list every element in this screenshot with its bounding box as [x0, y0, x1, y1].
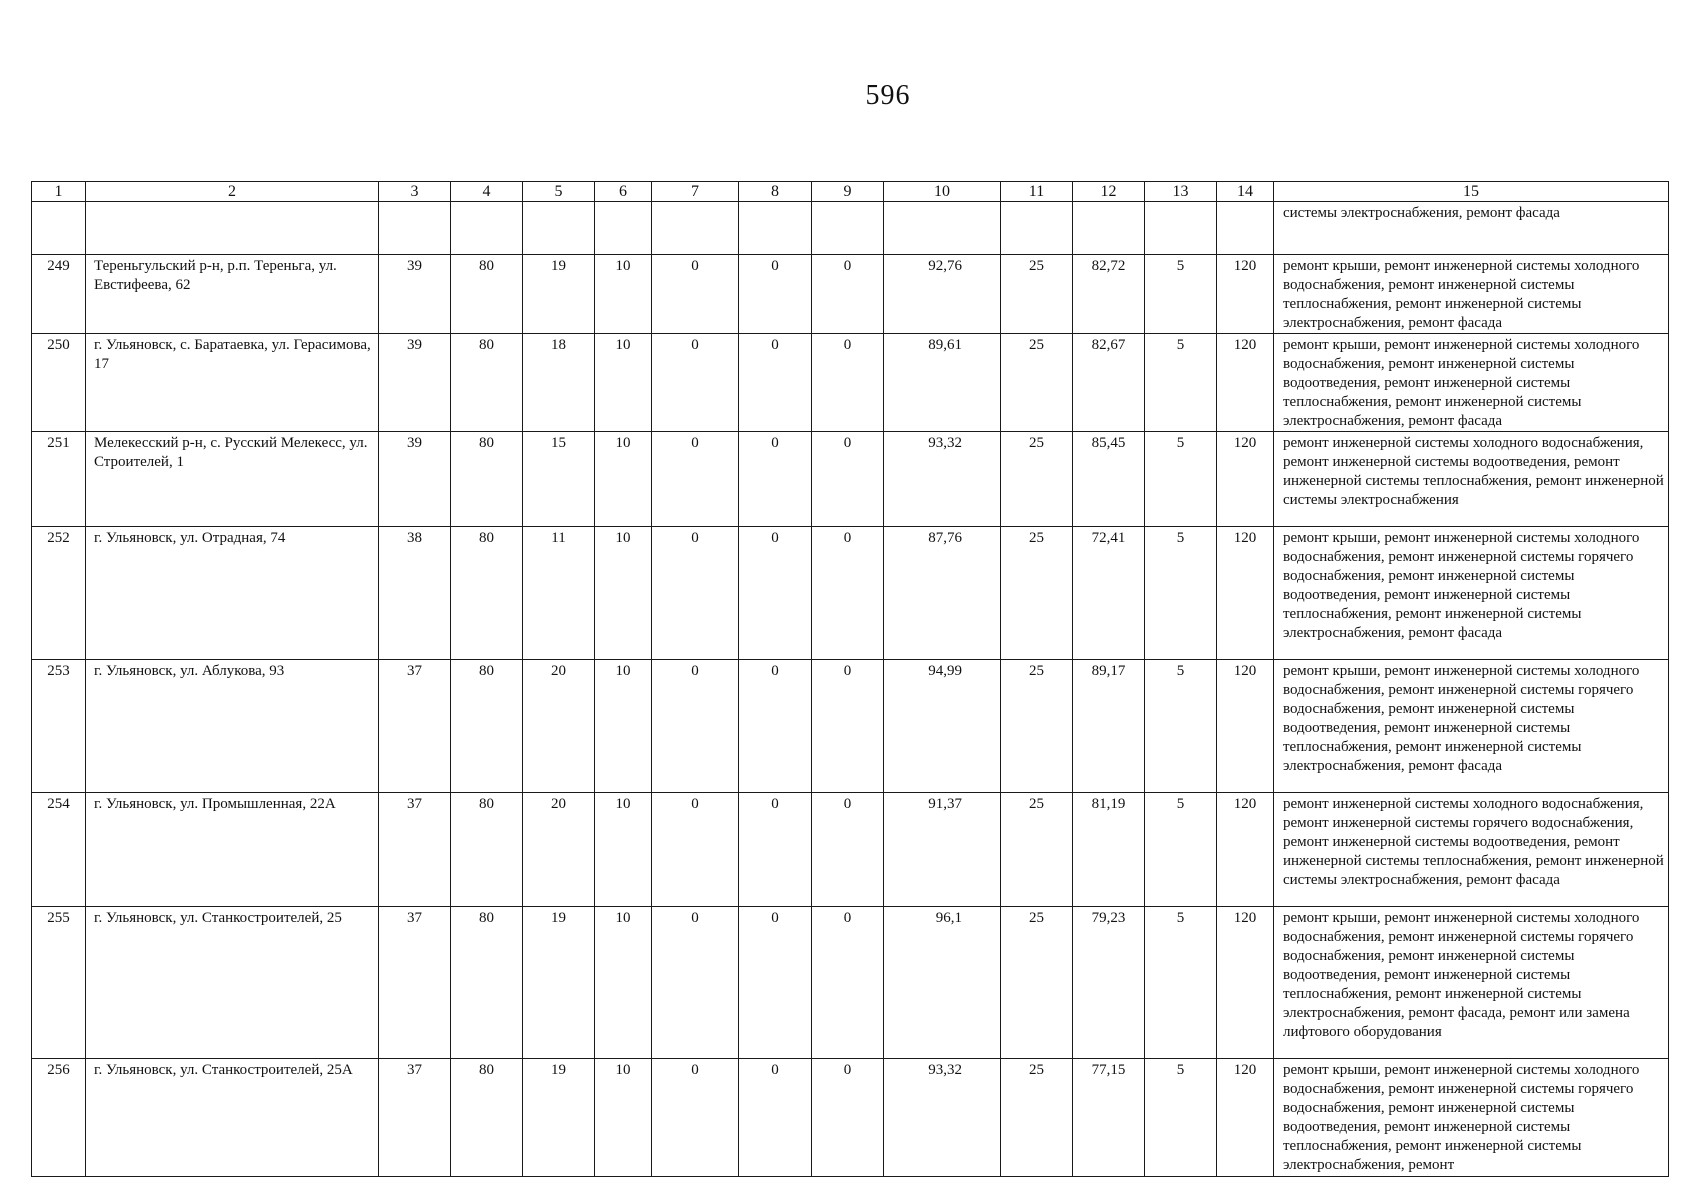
works-cell: ремонт инженерной системы холодного водоснабжения, ремонт инженерной системы водоотведения, ремонт инженерной системы теплоснабжения, ремонт инженерной системы электроснабжения: [1274, 432, 1669, 527]
value-cell: 80: [451, 334, 523, 432]
column-header: 10: [884, 182, 1001, 202]
value-cell: 93,32: [884, 432, 1001, 527]
row-number: 254: [32, 793, 86, 907]
table-row: [32, 907, 1669, 1059]
value-cell: 0: [739, 660, 812, 793]
works-cell: ремонт крыши, ремонт инженерной системы холодного водоснабжения, ремонт инженерной системы горячего водоснабжения, ремонт инженерной системы водоотведения, ремонт инженерной системы теплоснабжения, ремонт инженерной системы электроснабжения, ремонт фасада: [1274, 527, 1669, 660]
value-cell: 37: [379, 907, 451, 1059]
value-cell: 120: [1217, 907, 1274, 1059]
address-cell: г. Ульяновск, ул. Станкостроителей, 25: [86, 907, 379, 1059]
value-cell: 10: [595, 527, 652, 660]
value-cell: 0: [739, 255, 812, 334]
value-cell: 25: [1001, 793, 1073, 907]
value-cell: 85,45: [1073, 432, 1145, 527]
address-cell: г. Ульяновск, ул. Аблукова, 93: [86, 660, 379, 793]
value-cell: 15: [523, 432, 595, 527]
column-header: 9: [812, 182, 884, 202]
value-cell: 77,15: [1073, 1059, 1145, 1177]
value-cell: 80: [451, 907, 523, 1059]
value-cell: 10: [595, 793, 652, 907]
value-cell: 80: [451, 527, 523, 660]
value-cell: 37: [379, 1059, 451, 1177]
value-cell: 0: [652, 907, 739, 1059]
value-cell: 39: [379, 432, 451, 527]
works-cell: ремонт крыши, ремонт инженерной системы холодного водоснабжения, ремонт инженерной системы водоотведения, ремонт инженерной системы теплоснабжения, ремонт инженерной системы электроснабжения, ремонт фасада: [1274, 334, 1669, 432]
value-cell: 120: [1217, 1059, 1274, 1177]
works-cell: системы электроснабжения, ремонт фасада: [1274, 202, 1669, 255]
works-cell: ремонт крыши, ремонт инженерной системы холодного водоснабжения, ремонт инженерной системы горячего водоснабжения, ремонт инженерной системы водоотведения, ремонт инженерной системы теплоснабжения, ремонт инженерной системы электроснабжения, ремонт фасада: [1274, 660, 1669, 793]
value-cell: 0: [739, 334, 812, 432]
value-cell: 19: [523, 255, 595, 334]
value-cell: 20: [523, 793, 595, 907]
value-cell: 91,37: [884, 793, 1001, 907]
value-cell: 10: [595, 255, 652, 334]
column-header: 4: [451, 182, 523, 202]
value-cell: 19: [523, 1059, 595, 1177]
value-cell: 82,72: [1073, 255, 1145, 334]
table-row: [32, 334, 1669, 432]
row-number: 256: [32, 1059, 86, 1177]
address-cell: г. Ульяновск, ул. Станкостроителей, 25А: [86, 1059, 379, 1177]
value-cell: 120: [1217, 660, 1274, 793]
value-cell: 80: [451, 660, 523, 793]
value-cell: 19: [523, 907, 595, 1059]
value-cell: 18: [523, 334, 595, 432]
value-cell: 5: [1145, 1059, 1217, 1177]
row-number: 250: [32, 334, 86, 432]
table-row: [32, 527, 1669, 660]
address-cell: г. Ульяновск, ул. Промышленная, 22А: [86, 793, 379, 907]
value-cell: 96,1: [884, 907, 1001, 1059]
table-row: [32, 1059, 1669, 1177]
works-cell: ремонт крыши, ремонт инженерной системы холодного водоснабжения, ремонт инженерной системы горячего водоснабжения, ремонт инженерной системы водоотведения, ремонт инженерной системы теплоснабжения, ремонт инженерной системы электроснабжения, ремонт: [1274, 1059, 1669, 1177]
value-cell: 93,32: [884, 1059, 1001, 1177]
value-cell: 0: [652, 334, 739, 432]
value-cell: 10: [595, 334, 652, 432]
value-cell: 0: [739, 432, 812, 527]
value-cell: 38: [379, 527, 451, 660]
value-cell: 89,17: [1073, 660, 1145, 793]
value-cell: 25: [1001, 255, 1073, 334]
table-row: [32, 432, 1669, 527]
value-cell: 5: [1145, 255, 1217, 334]
value-cell: 10: [595, 660, 652, 793]
value-cell: 0: [812, 527, 884, 660]
address-cell: Мелекесский р-н, с. Русский Мелекесс, ул. Строителей, 1: [86, 432, 379, 527]
value-cell: 5: [1145, 907, 1217, 1059]
column-header: 11: [1001, 182, 1073, 202]
value-cell: 0: [739, 527, 812, 660]
value-cell: 5: [1145, 334, 1217, 432]
value-cell: 72,41: [1073, 527, 1145, 660]
value-cell: 94,99: [884, 660, 1001, 793]
value-cell: 25: [1001, 334, 1073, 432]
row-number: 253: [32, 660, 86, 793]
column-header: 1: [32, 182, 86, 202]
value-cell: 25: [1001, 1059, 1073, 1177]
value-cell: 0: [812, 907, 884, 1059]
value-cell: 5: [1145, 432, 1217, 527]
value-cell: 11: [523, 527, 595, 660]
page-number: 596: [865, 80, 911, 111]
value-cell: 87,76: [884, 527, 1001, 660]
value-cell: 5: [1145, 793, 1217, 907]
row-number: 255: [32, 907, 86, 1059]
value-cell: 25: [1001, 660, 1073, 793]
value-cell: 5: [1145, 527, 1217, 660]
value-cell: 80: [451, 432, 523, 527]
column-header: 3: [379, 182, 451, 202]
column-header: 12: [1073, 182, 1145, 202]
value-cell: 10: [595, 432, 652, 527]
value-cell: 37: [379, 793, 451, 907]
value-cell: 0: [652, 660, 739, 793]
address-cell: Тереньгульский р-н, р.п. Тереньга, ул. Евстифеева, 62: [86, 255, 379, 334]
capital-repair-table: [31, 181, 1669, 1177]
value-cell: 0: [652, 255, 739, 334]
value-cell: 25: [1001, 907, 1073, 1059]
value-cell: 37: [379, 660, 451, 793]
value-cell: 80: [451, 255, 523, 334]
value-cell: 25: [1001, 432, 1073, 527]
column-header: 7: [652, 182, 739, 202]
value-cell: 120: [1217, 527, 1274, 660]
value-cell: 39: [379, 255, 451, 334]
column-number-row: [32, 182, 1669, 202]
works-cell: ремонт крыши, ремонт инженерной системы холодного водоснабжения, ремонт инженерной системы теплоснабжения, ремонт инженерной системы электроснабжения, ремонт фасада: [1274, 255, 1669, 334]
value-cell: 82,67: [1073, 334, 1145, 432]
value-cell: 0: [812, 660, 884, 793]
column-header: 6: [595, 182, 652, 202]
value-cell: 25: [1001, 527, 1073, 660]
continuation-row: [32, 202, 1669, 255]
table-row: [32, 793, 1669, 907]
column-header: 2: [86, 182, 379, 202]
value-cell: 81,19: [1073, 793, 1145, 907]
value-cell: 0: [652, 432, 739, 527]
value-cell: 120: [1217, 334, 1274, 432]
value-cell: 92,76: [884, 255, 1001, 334]
row-number: 252: [32, 527, 86, 660]
value-cell: 0: [812, 1059, 884, 1177]
value-cell: 10: [595, 1059, 652, 1177]
value-cell: 0: [739, 1059, 812, 1177]
row-number: 251: [32, 432, 86, 527]
value-cell: 39: [379, 334, 451, 432]
value-cell: 5: [1145, 660, 1217, 793]
column-header: 5: [523, 182, 595, 202]
value-cell: 89,61: [884, 334, 1001, 432]
table-row: [32, 660, 1669, 793]
value-cell: 20: [523, 660, 595, 793]
value-cell: 80: [451, 793, 523, 907]
address-cell: г. Ульяновск, с. Баратаевка, ул. Герасимова, 17: [86, 334, 379, 432]
value-cell: 120: [1217, 793, 1274, 907]
column-header: 13: [1145, 182, 1217, 202]
value-cell: 0: [812, 255, 884, 334]
column-header: 14: [1217, 182, 1274, 202]
value-cell: 10: [595, 907, 652, 1059]
value-cell: 120: [1217, 432, 1274, 527]
works-cell: ремонт инженерной системы холодного водоснабжения, ремонт инженерной системы горячего водоснабжения, ремонт инженерной системы водоотведения, ремонт инженерной системы теплоснабжения, ремонт инженерной системы электроснабжения, ремонт фасада: [1274, 793, 1669, 907]
column-header: 8: [739, 182, 812, 202]
row-number: 249: [32, 255, 86, 334]
value-cell: 0: [652, 793, 739, 907]
value-cell: 79,23: [1073, 907, 1145, 1059]
value-cell: 0: [812, 793, 884, 907]
value-cell: 0: [812, 432, 884, 527]
works-cell: ремонт крыши, ремонт инженерной системы холодного водоснабжения, ремонт инженерной системы горячего водоснабжения, ремонт инженерной системы водоотведения, ремонт инженерной системы теплоснабжения, ремонт инженерной системы электроснабжения, ремонт фасада, ремонт или замена лифтового оборудования: [1274, 907, 1669, 1059]
value-cell: 0: [739, 907, 812, 1059]
value-cell: 0: [652, 527, 739, 660]
value-cell: 0: [812, 334, 884, 432]
column-header: 15: [1274, 182, 1669, 202]
value-cell: 120: [1217, 255, 1274, 334]
value-cell: 80: [451, 1059, 523, 1177]
table-row: [32, 255, 1669, 334]
address-cell: г. Ульяновск, ул. Отрадная, 74: [86, 527, 379, 660]
value-cell: 0: [739, 793, 812, 907]
value-cell: 0: [652, 1059, 739, 1177]
